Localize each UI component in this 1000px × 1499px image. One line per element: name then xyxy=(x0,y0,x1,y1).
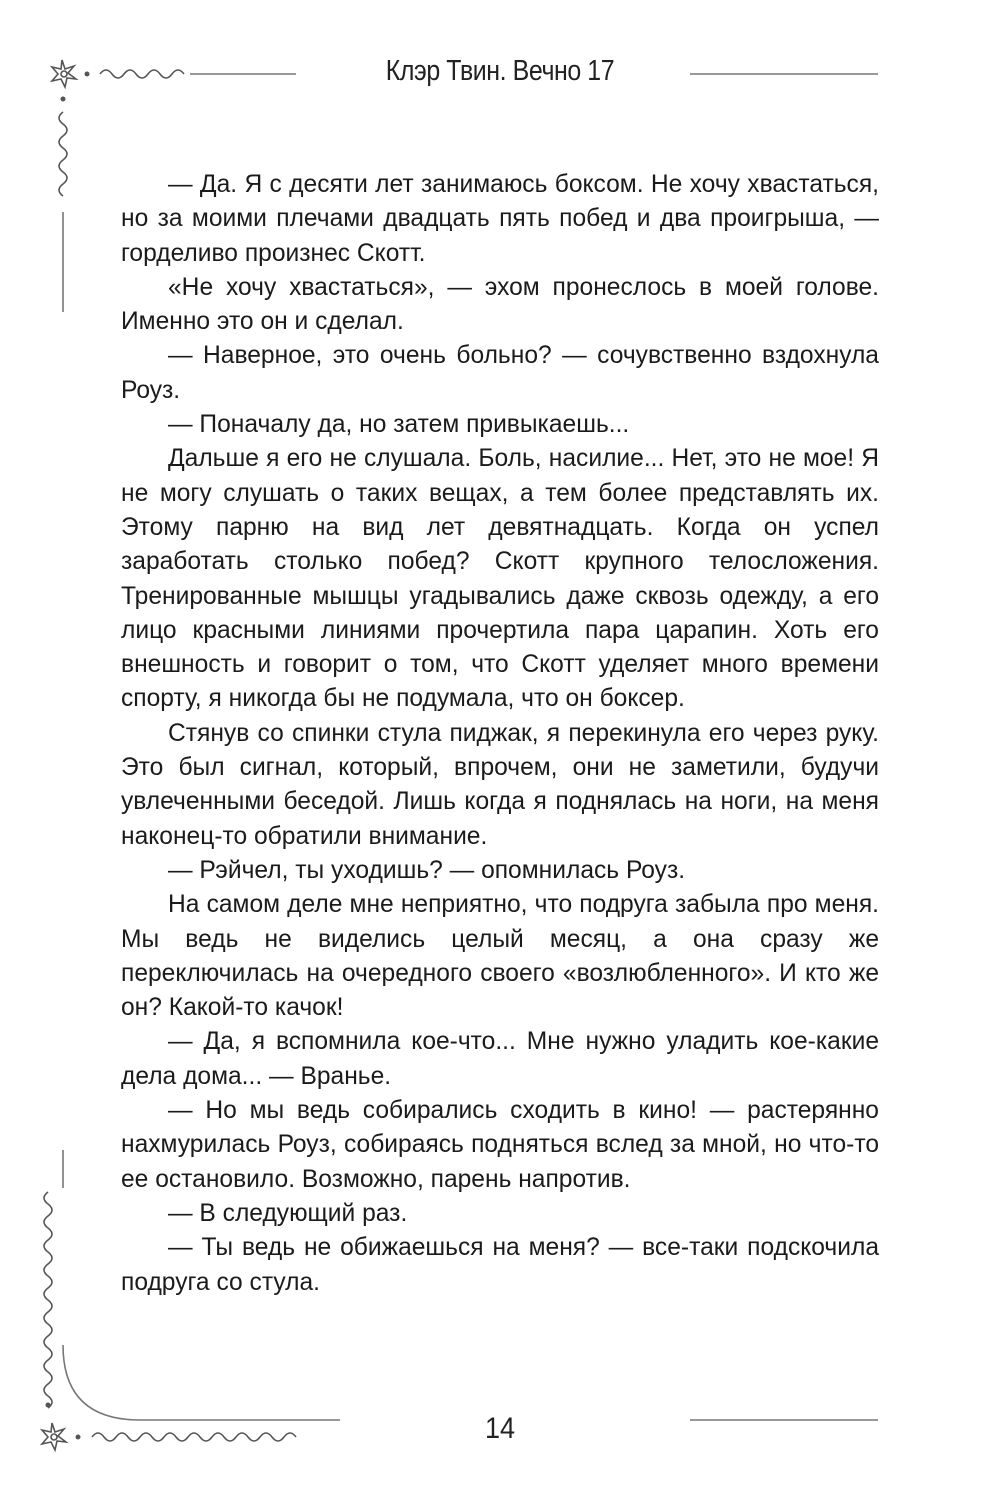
top-wave-ornament xyxy=(100,70,184,78)
running-head-title: Клэр Твин. Вечно 17 xyxy=(385,55,615,87)
paragraph: «Не хочу хвастаться», — эхом пронеслось в моей голове. Именно это он и сделал. xyxy=(121,273,879,336)
paragraph: — Наверное, это очень больно? — сочувственно вздохнула Роуз. xyxy=(121,342,879,404)
star-ornament-icon xyxy=(52,60,76,87)
left-bottom-vertical-wave xyxy=(44,1192,52,1408)
paragraph: Стянув со спинки стула пиджак, я перекинула его через руку. Это был сигнал, который, впрочем, они не заметили, будучи увлеченными беседой. Лишь когда я поднялась на ноги, на меня наконец-то обратили внимание. xyxy=(121,719,879,850)
left-top-vertical-wave xyxy=(59,112,67,196)
chapter-body xyxy=(121,168,879,1300)
page-number: 14 xyxy=(484,1412,516,1445)
paragraph: — Да, я вспомнила кое-что... Мне нужно уладить кое-какие дела дома... — Вранье. xyxy=(121,1028,879,1090)
paragraph: — Но мы ведь собирались сходить в кино! — растерянно нахмурилась Роуз, собираясь подняться вслед за мной, но что-то ее остановило. Возможно, парень напротив. xyxy=(121,1097,879,1193)
bottom-wave-ornament xyxy=(92,1433,296,1441)
paragraph: — Рэйчел, ты уходишь? — опомнилась Роуз. xyxy=(168,856,686,884)
paragraph: Дальше я его не слушала. Боль, насилие... Нет, это не мое! Я не могу слушать о таких вещах, а тем более представлять их. Этому парню на вид лет девятнадцать. Когда он успел заработать столько побед? Скотт крупного телосложения. Тренированные мышцы угадывались даже сквозь одежду, а его лицо красными линиями прочертила пара царапин. Хоть его внешность и говорит о том, что Скотт уделяет много времени спорту, я никогда бы не подумала, что он боксер. xyxy=(121,445,879,713)
paragraph: — Да. Я с десяти лет занимаюсь боксом. Не хочу хвастаться, но за моими плечами двадцать пять побед и два проигрыша, — горделиво произнес Скотт. xyxy=(121,171,879,267)
paragraph: На самом деле мне неприятно, что подруга забыла про меня. Мы ведь не виделись целый месяц, а она сразу же переключилась на очередного своего «возлюбленного». И кто же он? Какой-то качок! xyxy=(121,891,879,1022)
paragraph: — В следующий раз. xyxy=(168,1199,408,1227)
paragraph: — Ты ведь не обижаешься на меня? — все-таки подскочила подруга со стула. xyxy=(121,1234,879,1296)
paragraph: — Поначалу да, но затем привыкаешь... xyxy=(168,411,630,439)
star-ornament-bottom-icon xyxy=(42,1423,66,1450)
